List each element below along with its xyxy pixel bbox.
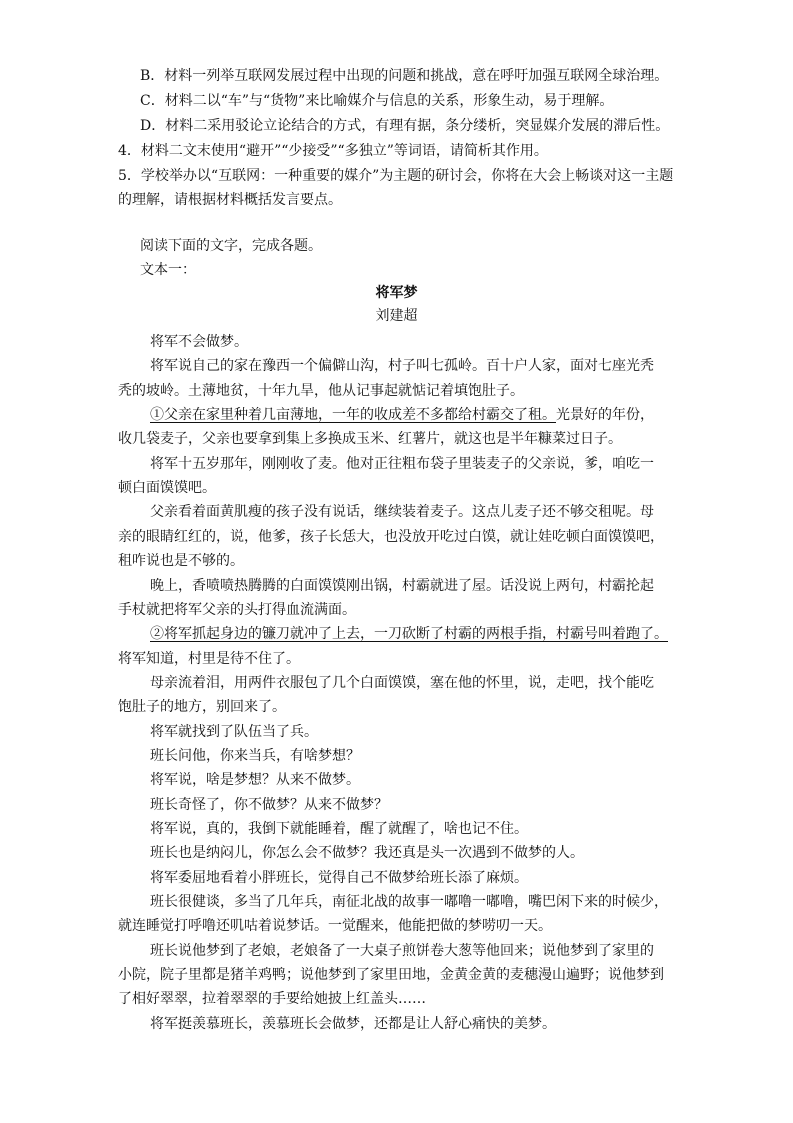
story-line: 晚上，香喷喷热腾腾的白面馍馍刚出锅，村霸就进了屋。话没说上两句，村霸抡起 [150, 578, 654, 594]
underlined-sentence: ①父亲在家里种着几亩薄地，一年的收成差不多都给村霸交了租。 [150, 407, 556, 423]
story-line: 班长说他梦到了老娘，老娘备了一大桌子煎饼卷大葱等他回来；说他梦到了家里的 [150, 943, 654, 959]
story-line [150, 405, 654, 425]
question-5-line-2: 的理解，请根据材料概括发言要点。 [118, 192, 342, 208]
story-line: 亲的眼睛红红的，说，他爹，孩子长恁大，也没放开吃过白馍，就让娃吃顿白面馍馍吧， [118, 529, 664, 545]
story-line: 将军说，真的，我倒下就能睡着，醒了就醒了，啥也记不住。 [150, 821, 528, 837]
story-line [150, 624, 668, 644]
underlined-sentence: ②将军抓起身边的镰刀就冲了上去，一刀砍断了村霸的两根手指，村霸号叫着跑了。 [150, 626, 668, 642]
story-line: 饱肚子的地方，别回来了。 [118, 699, 286, 715]
story-line: 小院，院子里都是猪羊鸡鸭；说他梦到了家里田地，金黄金黄的麦穗漫山遍野；说他梦到 [118, 967, 664, 983]
line-continuation: 光景好的年份， [556, 407, 654, 423]
story-line: 班长问他，你来当兵，有啥梦想？ [150, 748, 360, 764]
story-line: 班长很健谈，多当了几年兵，南征北战的故事一嘟噜一嘟噜，嘴巴闲下来的时候少， [150, 894, 668, 910]
story-line: 将军不会做梦。 [150, 334, 248, 350]
story-line: 将军挺羡慕班长，羡慕班长会做梦，还都是让人舒心痛快的美梦。 [150, 1016, 556, 1032]
option-d: D．材料二采用驳论立论结合的方式，有理有据，条分缕析，突显媒介发展的滞后性。 [140, 118, 670, 134]
question-5-line-1: 5．学校举办以“互联网：一种重要的媒介”为主题的研讨会，你将在大会上畅谈对这一主题 [118, 168, 674, 184]
text-label: 文本一： [140, 262, 196, 278]
question-4: 4．材料二文末使用“避开”“少接受”“多独立”等词语，请简析其作用。 [118, 143, 548, 159]
story-line: 租咋说也是不够的。 [118, 553, 244, 569]
option-c: C．材料二以“车”与“货物”来比喻媒介与信息的关系，形象生动，易于理解。 [140, 93, 614, 109]
story-line: 秃的坡岭。土薄地贫，十年九旱，他从记事起就惦记着填饱肚子。 [118, 383, 524, 399]
option-b: B．材料一列举互联网发展过程中出现的问题和挑战，意在呼吁加强互联网全球治理。 [140, 68, 669, 84]
story-line: 了相好翠翠，拉着翠翠的手要给她披上红盖头…… [118, 991, 426, 1007]
story-author: 刘建超 [375, 308, 418, 324]
story-line: 班长也是纳闷儿，你怎么会不做梦？我还真是头一次遇到不做梦的人。 [150, 845, 584, 861]
story-line: 将军知道，村里是待不住了。 [118, 651, 300, 667]
story-line: 班长奇怪了，你不做梦？从来不做梦？ [150, 797, 388, 813]
story-line: 将军说，啥是梦想？从来不做梦。 [150, 772, 360, 788]
story-line: 顿白面馍馍吧。 [118, 480, 216, 496]
story-line: 将军就找到了队伍当了兵。 [150, 724, 318, 740]
story-line: 父亲看着面黄肌瘦的孩子没有说话，继续装着麦子。这点儿麦子还不够交租呢。母 [150, 504, 654, 520]
story-line: 将军十五岁那年，刚刚收了麦。他对正往粗布袋子里装麦子的父亲说，爹，咱吃一 [150, 456, 654, 472]
story-line: 母亲流着泪，用两件衣服包了几个白面馍馍，塞在他的怀里，说，走吧，找个能吃 [150, 675, 654, 691]
story-line: 将军说自己的家在豫西一个偏僻山沟，村子叫七孤岭。百十户人家，面对七座光秃 [150, 358, 654, 374]
reading-instruction: 阅读下面的文字，完成各题。 [140, 238, 322, 254]
story-line: 手杖就把将军父亲的头打得血流满面。 [118, 602, 356, 618]
story-line: 将军委屈地看着小胖班长，觉得自己不做梦给班长添了麻烦。 [150, 870, 528, 886]
story-line: 收几袋麦子，父亲也要拿到集上多换成玉米、红薯片，就这也是半年糠菜过日子。 [118, 431, 622, 447]
story-line: 就连睡觉打呼噜还叽咕着说梦话。一觉醒来，他能把做的梦唠叨一天。 [118, 918, 552, 934]
story-title: 将军梦 [375, 285, 418, 301]
